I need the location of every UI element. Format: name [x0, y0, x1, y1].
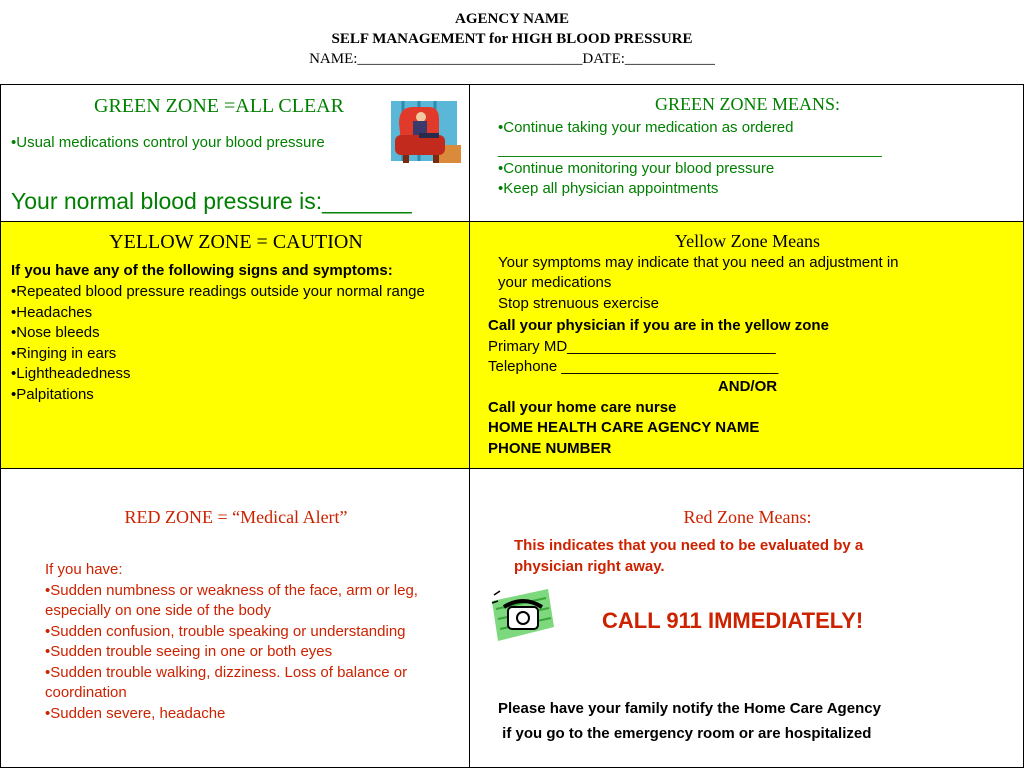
call-nurse-instruction: Call your home care nurse — [488, 399, 677, 416]
notify-agency-line: if you go to the emergency room or are hospitalized — [498, 725, 872, 742]
red-symptom: •Sudden numbness or weakness of the face, arm or leg, especially on one side of the body — [45, 581, 418, 619]
yellow-means-line: Stop strenuous exercise — [498, 295, 659, 312]
green-means-blank-line: ______________________________________________ — [498, 141, 882, 158]
notify-agency-line: Please have your family notify the Home Care Agency — [498, 700, 881, 717]
green-means-item: •Keep all physician appointments — [498, 180, 719, 197]
yellow-zone-cell — [0, 221, 470, 469]
yellow-zone-means-title: Yellow Zone Means — [674, 231, 821, 251]
yellow-symptom: •Lightheadedness — [11, 365, 131, 382]
red-symptom: •Sudden trouble walking, dizziness. Loss of balance or coordination — [45, 663, 408, 701]
call-911-alert: CALL 911 IMMEDIATELY! — [602, 608, 864, 633]
primary-md-field: Primary MD_________________________ — [488, 338, 776, 355]
green-zone-bullet: •Usual medications control your blood pressure — [11, 134, 325, 151]
green-zone-means-cell — [469, 84, 1024, 222]
red-if-you-have: If you have: — [45, 561, 123, 578]
yellow-means-line: your medications — [498, 274, 612, 291]
phone-number-field: PHONE NUMBER — [488, 440, 612, 457]
person-in-armchair-icon — [389, 99, 463, 167]
telephone-field: Telephone __________________________ — [488, 358, 779, 375]
red-zone-title: RED ZONE = “Medical Alert” — [124, 507, 348, 527]
ringing-telephone-icon — [486, 587, 558, 643]
yellow-zone-title: YELLOW ZONE = CAUTION — [109, 231, 363, 253]
green-means-item: •Continue taking your medication as ordered — [498, 119, 794, 136]
yellow-means-line: Your symptoms may indicate that you need an adjustment in — [498, 254, 899, 271]
red-zone-cell — [0, 468, 470, 768]
agency-name: AGENCY NAME — [454, 11, 570, 27]
red-zone-means-cell — [469, 468, 1024, 768]
call-physician-instruction: Call your physician if you are in the yellow zone — [488, 317, 829, 334]
red-symptom: •Sudden trouble seeing in one or both eyes — [45, 643, 333, 660]
form-header — [0, 0, 1024, 84]
form-title: SELF MANAGEMENT for HIGH BLOOD PRESSURE — [331, 31, 693, 47]
red-means-text: This indicates that you need to be evaluated by a physician right away. — [514, 537, 864, 575]
and-or-label: AND/OR — [717, 378, 778, 395]
agency-name-field: HOME HEALTH CARE AGENCY NAME — [488, 419, 760, 436]
red-symptom: •Sudden confusion, trouble speaking or understanding — [45, 622, 406, 640]
green-zone-means-title: GREEN ZONE MEANS: — [655, 94, 840, 114]
zone-table — [0, 84, 1024, 768]
yellow-zone-intro: If you have any of the following signs and symptoms: — [11, 262, 393, 279]
yellow-symptom: •Headaches — [11, 303, 93, 321]
red-symptom: •Sudden severe, headache — [45, 704, 226, 722]
yellow-symptom: •Palpitations — [11, 385, 94, 403]
red-symptom-list — [45, 560, 435, 724]
red-zone-means-title: Red Zone Means: — [683, 507, 812, 527]
yellow-symptom: •Repeated blood pressure readings outside your normal range — [11, 283, 425, 300]
normal-bp-field: Your normal blood pressure is:_______ — [11, 188, 412, 214]
yellow-symptom-list — [11, 282, 451, 405]
yellow-symptom: •Nose bleeds — [11, 324, 100, 341]
green-means-item: •Continue monitoring your blood pressure — [498, 160, 775, 177]
name-date-line: NAME:______________________________DATE:____________ — [309, 51, 715, 67]
green-zone-cell — [0, 84, 470, 222]
yellow-zone-means-cell — [469, 221, 1024, 469]
green-zone-title: GREEN ZONE =ALL CLEAR — [94, 95, 344, 117]
yellow-symptom: •Ringing in ears — [11, 344, 117, 362]
